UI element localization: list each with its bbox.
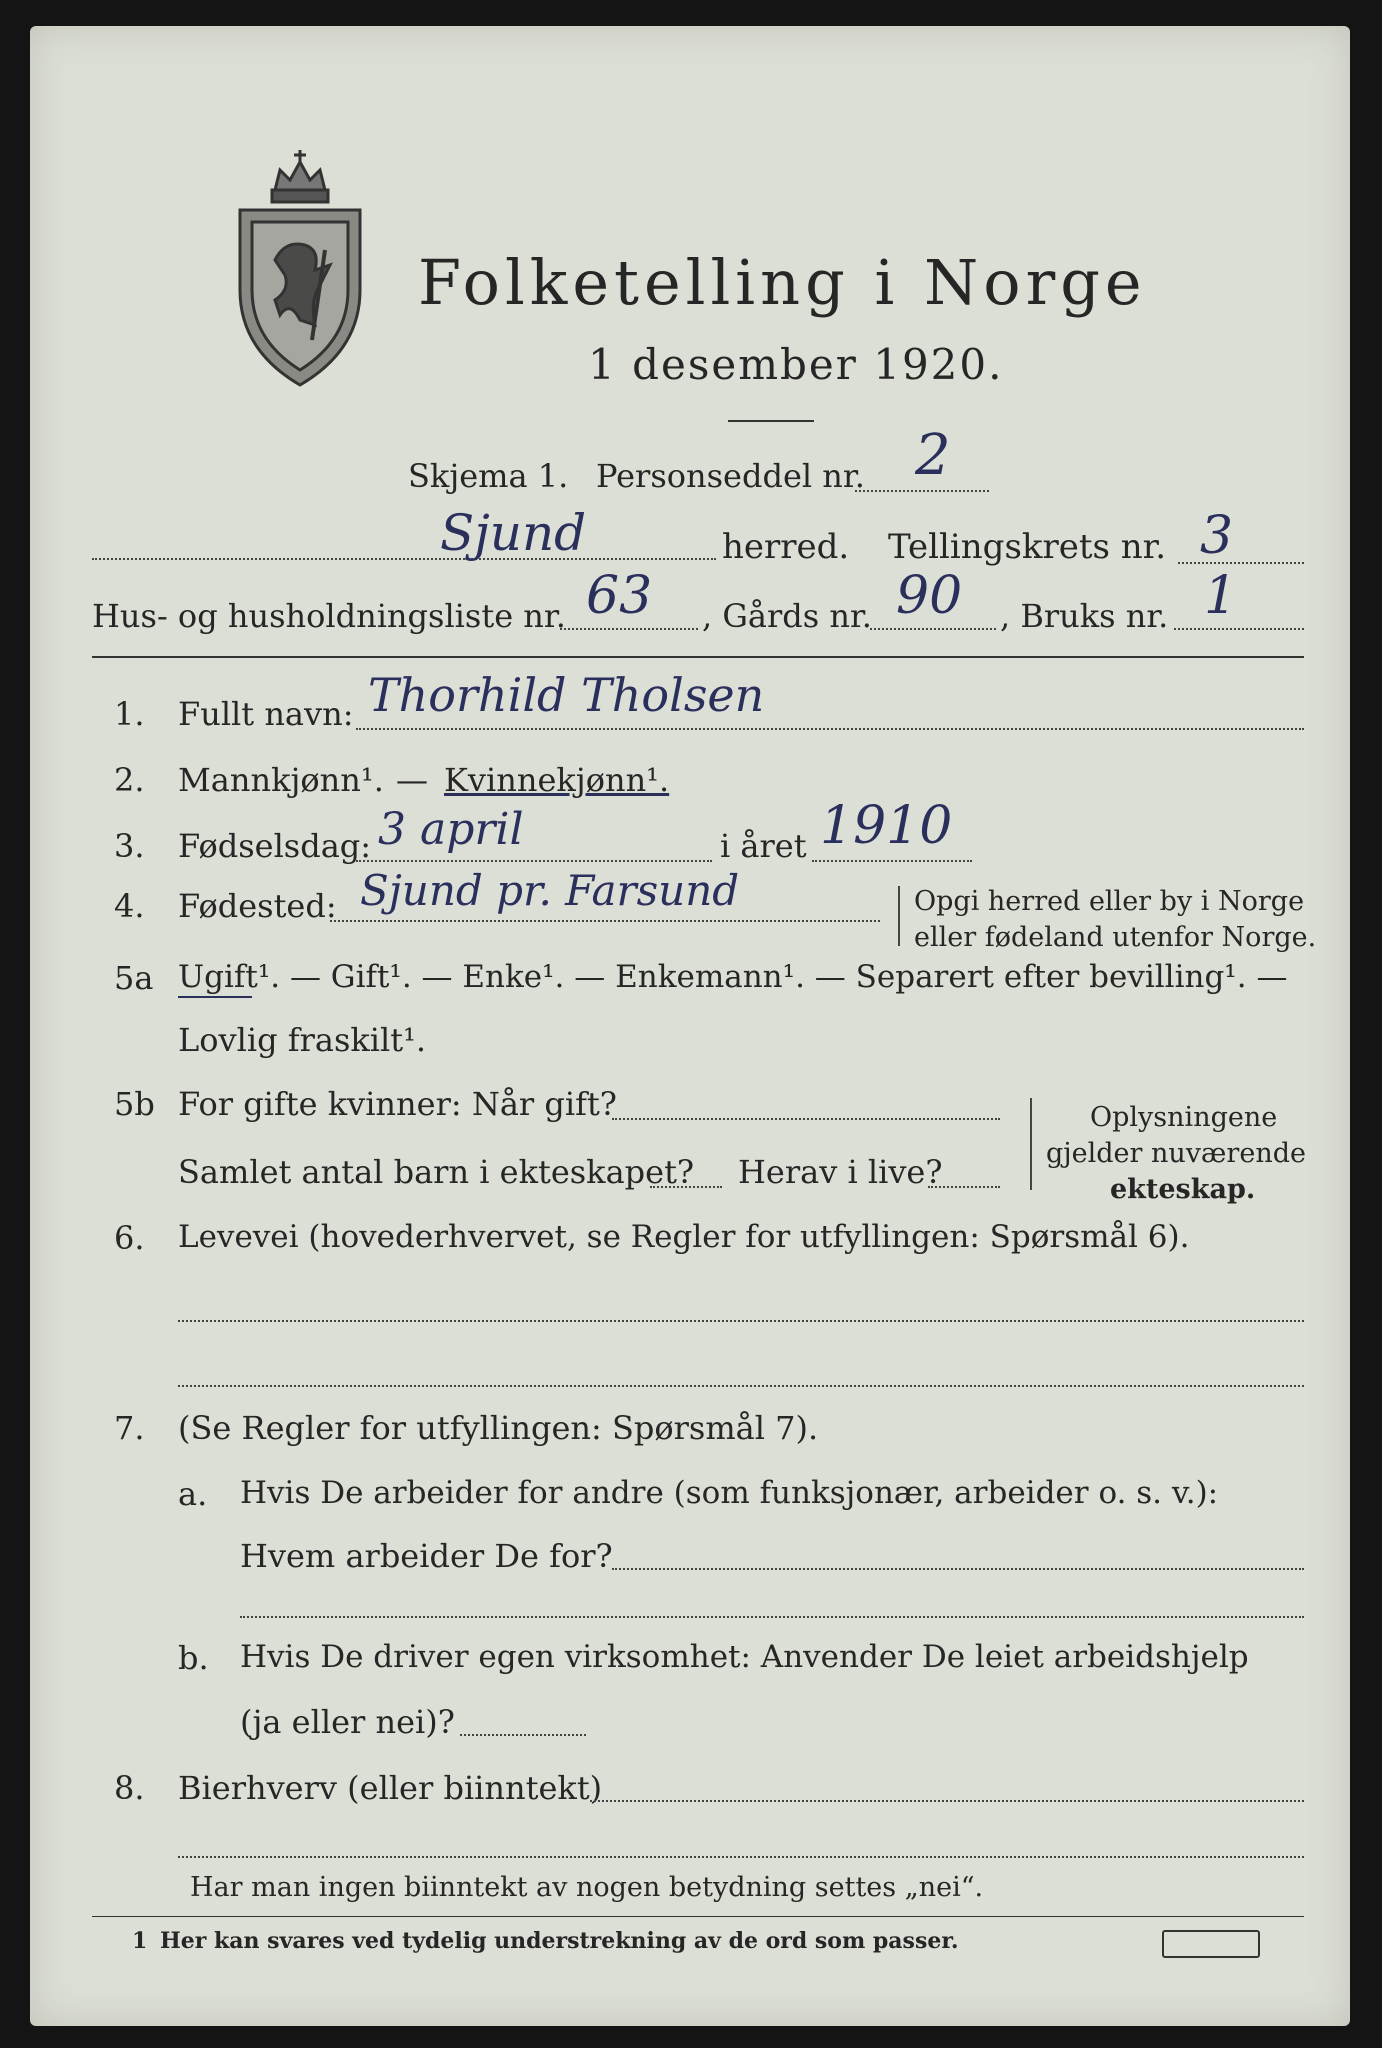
q8-answer-line2 <box>178 1856 1304 1858</box>
q4-value: Sjund pr. Farsund <box>360 866 740 915</box>
herred-value: Sjund <box>440 504 587 562</box>
census-date: 1 desember 1920. <box>588 340 1004 389</box>
q3-year-value: 1910 <box>820 796 953 856</box>
q2-separator: — <box>396 761 428 799</box>
q7b-answer-line <box>460 1734 586 1736</box>
q2-number: 2. <box>114 761 145 799</box>
footnote-mark: 1 <box>132 1928 148 1954</box>
q5a-line2: Lovlig fraskilt¹. <box>178 1021 427 1059</box>
q2-female: Kvinnekjønn¹. <box>444 761 670 799</box>
q1-value: Thorhild Tholsen <box>368 668 765 722</box>
q5b-line2b: Herav i live? <box>738 1153 943 1191</box>
skjema-label: Skjema 1. <box>408 457 569 495</box>
herred-line <box>92 558 716 560</box>
q5b-when-line <box>612 1118 1000 1120</box>
q5b-brace <box>1030 1098 1032 1190</box>
q4-note-line2: eller fødeland utenfor Norge. <box>914 922 1317 953</box>
husliste-label: Hus- og husholdningsliste nr. <box>92 597 566 635</box>
q4-label: Fødested: <box>178 887 337 925</box>
q4-number: 4. <box>114 887 145 925</box>
q8-answer-line <box>590 1800 1304 1802</box>
husliste-value: 63 <box>586 566 653 626</box>
q5a-number: 5a <box>114 959 154 997</box>
q1-label: Fullt navn: <box>178 695 354 733</box>
q5b-line2a: Samlet antal barn i ekteskapet? <box>178 1153 695 1191</box>
q6-line1 <box>178 1320 1304 1322</box>
q5b-line1: For gifte kvinner: Når gift? <box>178 1085 617 1123</box>
personseddel-label: Personseddel nr. <box>596 457 865 495</box>
footnote-divider <box>92 1916 1304 1917</box>
q3-year-line <box>812 860 972 862</box>
q5b-note3: ekteskap. <box>1110 1174 1256 1205</box>
q7-label: (Se Regler for utfyllingen: Spørsmål 7). <box>178 1409 819 1447</box>
title-divider <box>728 420 814 422</box>
form-title: Folketelling i Norge <box>418 246 1147 319</box>
q1-line <box>356 728 1304 730</box>
herred-label: herred. <box>722 527 850 567</box>
q6-line2 <box>178 1385 1304 1387</box>
q5a-ugift-underline <box>178 996 252 998</box>
q4-note-line1: Opgi herred eller by i Norge <box>914 886 1305 917</box>
q7-number: 7. <box>114 1409 145 1447</box>
q7a-number: a. <box>178 1475 208 1513</box>
q3-number: 3. <box>114 827 145 865</box>
q2-male: Mannkjønn¹. <box>178 761 384 799</box>
q7a-line2: Hvem arbeider De for? <box>240 1537 613 1575</box>
norwegian-coat-of-arms-icon <box>220 150 380 390</box>
q3-line <box>356 860 712 862</box>
header-divider <box>92 656 1304 658</box>
q5a-line1: Ugift¹. — Gift¹. — Enke¹. — Enkemann¹. — Separert efter bevilling¹. — <box>178 959 1288 995</box>
printer-stamp <box>1162 1930 1260 1958</box>
q1-number: 1. <box>114 695 145 733</box>
q8-label: Bierhverv (eller biinntekt) <box>178 1769 603 1807</box>
bruks-line <box>1174 628 1304 630</box>
q5b-note1: Oplysningene <box>1090 1102 1278 1133</box>
q5b-number: 5b <box>114 1085 155 1123</box>
gards-value: 90 <box>896 566 963 626</box>
q4-brace <box>898 886 900 946</box>
husliste-line <box>560 628 698 630</box>
personseddel-line <box>855 490 989 492</box>
q5b-alive-line <box>928 1186 1000 1188</box>
bruks-value: 1 <box>1204 566 1238 626</box>
tellingskrets-line <box>1178 562 1304 564</box>
q7b-line1: Hvis De driver egen virksomhet: Anvender De leiet arbeidshjelp <box>240 1639 1249 1675</box>
tellingskrets-label: Tellingskrets nr. <box>888 527 1167 567</box>
q3-label: Fødselsdag: <box>178 827 372 865</box>
q5b-note2: gjelder nuværende <box>1046 1138 1306 1169</box>
footnote-text: Her kan svares ved tydelig understrekning av de ord som passer. <box>160 1928 959 1954</box>
q7a-answer-line2 <box>240 1616 1304 1618</box>
q7a-answer-line <box>612 1568 1304 1570</box>
q7a-line1: Hvis De arbeider for andre (som funksjonær, arbeider o. s. v.): <box>240 1475 1219 1511</box>
q4-line <box>330 920 880 922</box>
q5b-children-line <box>650 1186 722 1188</box>
q3-value: 3 april <box>378 804 524 855</box>
q8-note: Har man ingen biinntekt av nogen betydning settes „nei“. <box>190 1872 984 1903</box>
q3-year-label: i året <box>720 827 807 865</box>
q8-number: 8. <box>114 1769 145 1807</box>
gards-line <box>870 628 996 630</box>
q7b-number: b. <box>178 1639 209 1677</box>
q6-label: Levevei (hovederhvervet, se Regler for utfyllingen: Spørsmål 6). <box>178 1219 1190 1255</box>
tellingskrets-value: 3 <box>1200 506 1234 566</box>
q6-number: 6. <box>114 1219 145 1257</box>
gards-label: , Gårds nr. <box>702 597 872 635</box>
personseddel-value: 2 <box>915 423 951 488</box>
bruks-label: , Bruks nr. <box>1000 597 1169 635</box>
q7b-line2: (ja eller nei)? <box>240 1703 455 1741</box>
